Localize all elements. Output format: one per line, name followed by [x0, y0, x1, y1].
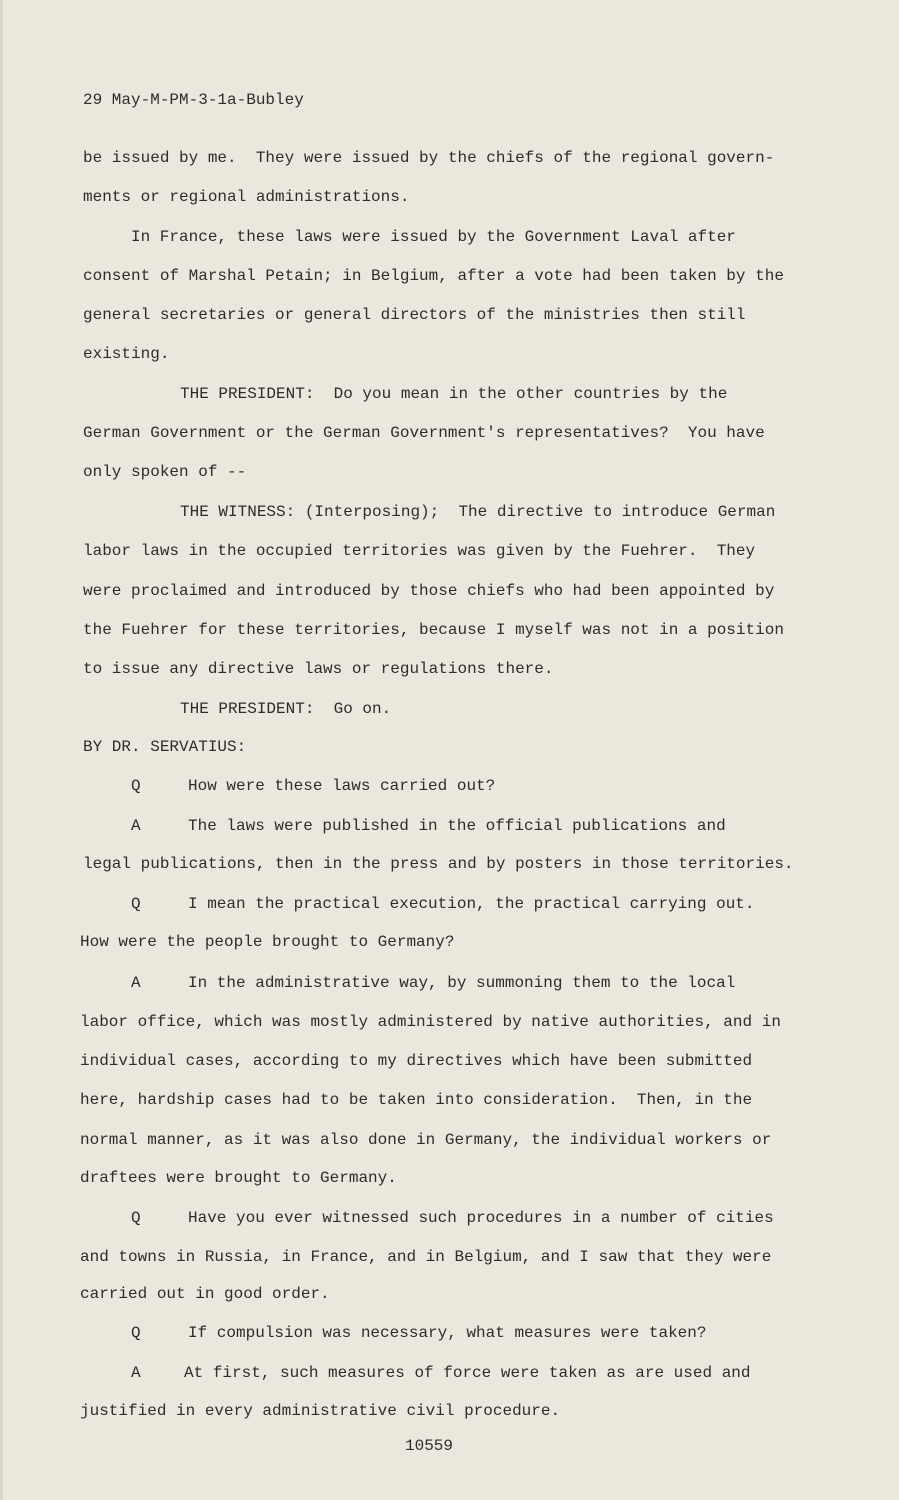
qa-label: Q: [131, 895, 141, 913]
page-number: 10559: [405, 1437, 454, 1455]
qa-text: In the administrative way, by summoning them to the local: [188, 974, 736, 992]
qa-label: A: [131, 817, 141, 835]
text-line: labor laws in the occupied territories was given by the Fuehrer. They: [83, 542, 756, 560]
qa-label: Q: [131, 1324, 141, 1342]
text-line: were proclaimed and introduced by those chiefs who had been appointed by: [83, 582, 775, 600]
speaker-line: THE PRESIDENT: Go on.: [180, 700, 392, 718]
examiner-heading: BY DR. SERVATIUS:: [83, 738, 247, 756]
speaker-line: THE PRESIDENT: Do you mean in the other countries by the: [180, 385, 728, 403]
qa-text: The laws were published in the official publications and: [188, 817, 726, 835]
text-line: legal publications, then in the press and by posters in those territories.: [83, 855, 794, 873]
text-line: normal manner, as it was also done in Germany, the individual workers or: [80, 1131, 772, 1149]
qa-label: Q: [131, 1209, 141, 1227]
text-line: In France, these laws were issued by the Government Laval after: [131, 228, 736, 246]
qa-label: A: [131, 1364, 141, 1382]
text-line: draftees were brought to Germany.: [80, 1169, 397, 1187]
text-line: to issue any directive laws or regulations there.: [83, 660, 554, 678]
qa-text: At first, such measures of force were taken as are used and: [184, 1364, 751, 1382]
qa-text: If compulsion was necessary, what measures were taken?: [188, 1324, 707, 1342]
text-line: individual cases, according to my directives which have been submitted: [80, 1052, 753, 1070]
page-edge: [0, 0, 3, 1500]
document-header: 29 May-M-PM-3-1a-Bubley: [83, 91, 304, 109]
qa-label: A: [131, 974, 141, 992]
text-line: here, hardship cases had to be taken into consideration. Then, in the: [80, 1091, 753, 1109]
text-line: ments or regional administrations.: [83, 188, 410, 206]
text-line: labor office, which was mostly administered by native authorities, and in: [80, 1013, 781, 1031]
text-line: justified in every administrative civil procedure.: [80, 1402, 561, 1420]
qa-text: How were these laws carried out?: [188, 777, 496, 795]
text-line: only spoken of --: [83, 463, 247, 481]
text-line: consent of Marshal Petain; in Belgium, after a vote had been taken by the: [83, 267, 784, 285]
text-line: and towns in Russia, in France, and in Belgium, and I saw that they were: [80, 1248, 772, 1266]
text-line: German Government or the German Government's representatives? You have: [83, 424, 765, 442]
text-line: general secretaries or general directors of the ministries then still: [83, 306, 746, 324]
speaker-line: THE WITNESS: (Interposing); The directive to introduce German: [180, 503, 776, 521]
qa-text: Have you ever witnessed such procedures in a number of cities: [188, 1209, 774, 1227]
text-line: carried out in good order.: [80, 1285, 330, 1303]
text-line: the Fuehrer for these territories, because I myself was not in a position: [83, 621, 784, 639]
qa-label: Q: [131, 777, 141, 795]
text-line: existing.: [83, 345, 170, 363]
text-line: be issued by me. They were issued by the chiefs of the regional govern-: [83, 149, 775, 167]
text-line: How were the people brought to Germany?: [80, 933, 455, 951]
qa-text: I mean the practical execution, the practical carrying out.: [188, 895, 755, 913]
